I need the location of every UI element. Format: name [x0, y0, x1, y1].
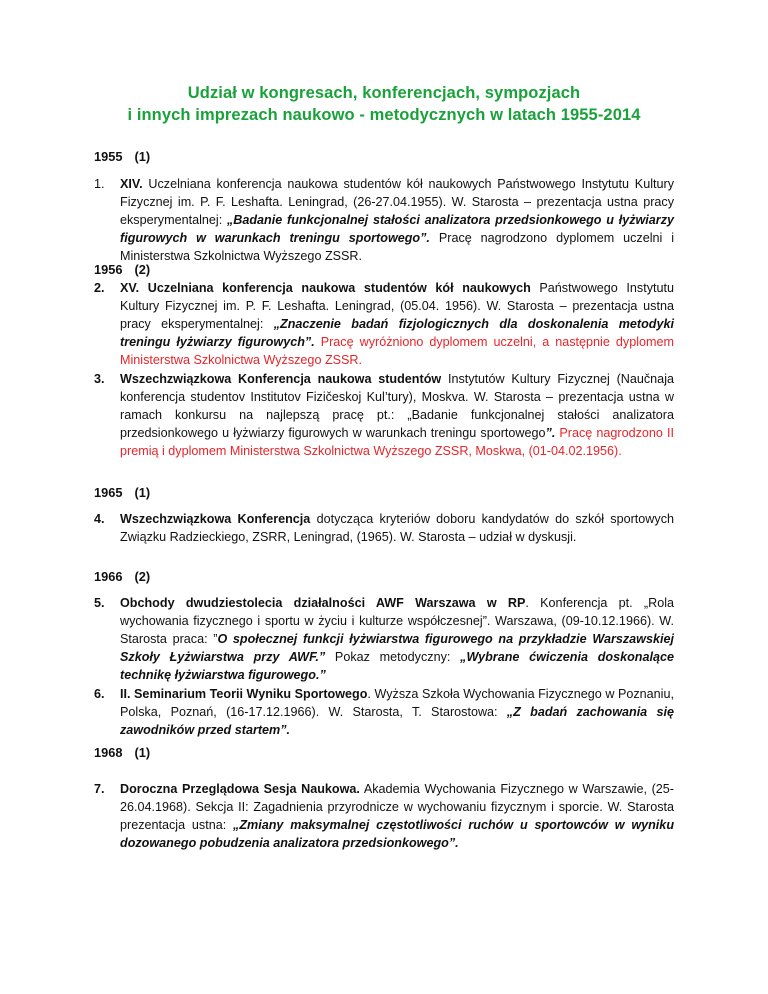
entry-body [120, 175, 674, 265]
entry-work-title: „Zmiany maksymalnej częstotliwości ruchów u sportowców w wyniku dozowanego pobudzenia analizatora przedsionkowego”. [120, 818, 675, 850]
document-title [0, 82, 768, 126]
entry-text: . Wyższa Szkoła Wychowania Fizycznego w Poznaniu, Polska, Poznań, (16-17.12.1966). W. Starosta, T. Starostowa: [120, 687, 674, 719]
year-heading-1956 [94, 261, 150, 279]
year-heading-1965 [94, 484, 150, 502]
entry-body [120, 279, 674, 369]
entry-quote-end: ”. [545, 426, 556, 440]
year-heading-1966 [94, 568, 150, 586]
year-count: (1) [134, 745, 151, 760]
entry-lead: Wszechzwiązkowa Konferencja naukowa studentów [120, 372, 442, 386]
entry-5 [94, 594, 674, 684]
entry-number: 1. [94, 177, 105, 191]
year-label: 1968 [94, 745, 123, 760]
entry-number: 4. [94, 512, 105, 526]
year-label: 1955 [94, 149, 123, 164]
entry-body [120, 594, 674, 684]
entry-text-mid: Pokaz metodyczny: [325, 650, 461, 664]
entry-4 [94, 510, 674, 546]
entry-number: 5. [94, 596, 105, 610]
entry-number: 6. [94, 687, 105, 701]
entry-text: Państwowego Instytutu Kultury Fizycznej im. P. F. Leshafta. Leningrad, (05.04. 1956). W. Starosta – prezentacja ustna pracy eksperymentalnej: [120, 281, 675, 331]
entry-text: Akademia Wychowania Fizycznego w Warszawie, (25-26.04.1968). Sekcja II: Zagadnienia przyrodnicze w wychowaniu fizycznym i sporcie. W. Starosta prezentacja ustna: [120, 782, 674, 832]
entry-lead: XV. Uczelniana konferencja naukowa studentów kół naukowych [120, 281, 531, 295]
entry-1 [94, 175, 674, 265]
entry-award: Pracę wyróżniono dyplomem uczelni, a następnie dyplomem Ministerstwa Szkolnictwa Wyższego ZSSR. [120, 335, 674, 367]
year-count: (1) [134, 149, 151, 164]
entry-6 [94, 685, 674, 739]
entry-text: . Konferencja pt. „Rola wychowania fizycznego i sportu w życiu i kulturze współczesnej”. Warszawa, (09-10.12.1966). W. Starosta praca: ” [120, 596, 675, 646]
entry-demo-title: „Wybrane ćwiczenia doskonalące technikę łyżwiarstwa figurowego.” [120, 650, 674, 682]
entry-lead: Doroczna Przeglądowa Sesja Naukowa. [120, 782, 360, 796]
entry-work-title: „Z badań zachowania się zawodników przed startem”. [120, 705, 674, 737]
title-line-2: i innych imprezach naukowo - metodycznych w latach 1955-2014 [127, 106, 641, 124]
year-count: (2) [134, 262, 151, 277]
title-line-1: Udział w kongresach, konferencjach, sympozjach [187, 84, 581, 102]
entry-3 [94, 370, 674, 460]
entry-body [120, 685, 674, 739]
entry-work-title: O społecznej funkcji łyżwiarstwa figurowego na przykładzie Warszawskiej Szkoły Łyżwiarstwa przy AWF.” [120, 632, 674, 664]
entry-body [120, 370, 674, 460]
year-heading-1968 [94, 744, 150, 762]
year-heading-1955 [94, 148, 150, 166]
entry-body [120, 510, 674, 546]
entry-7 [94, 780, 674, 852]
entry-text: Instytutów Kultury Fizycznej (Naučnaja konferencja studentov Institutov Fizičeskoj Kul’tury), Moskva. W. Starosta – prezentacja ustna w ramach konkursu na najlepszą pracę pt.: „Badanie funkcjonalnej stałości analizatora przedsionkowego u łyżwiarzy figurowych w warunkach treningu sportowego [120, 372, 674, 440]
entry-lead: II. Seminarium Teorii Wyniku Sportowego [120, 687, 368, 701]
entry-text: Uczelniana konferencja naukowa studentów kół naukowych Państwowego Instytutu Kultury Fizycznej im. P. F. Leshafta. Leningrad, (26-27.04.1955). W. Starosta – prezentacja ustna pracy eksperymentalnej: [120, 177, 674, 227]
entry-text: dotycząca kryteriów doboru kandydatów do szkół sportowych Związku Radzieckiego, ZSRR, Leningrad, (1965). W. Starosta – udział w dyskusji. [120, 512, 675, 544]
entry-lead: Wszechzwiązkowa Konferencja [120, 512, 311, 526]
entry-number: 3. [94, 372, 105, 386]
entry-award: Pracę nagrodzono II premią i dyplomem Ministerstwa Szkolnictwa Wyższego ZSSR, Moskwa, (01-04.02.1956). [120, 426, 674, 458]
year-label: 1956 [94, 262, 123, 277]
year-count: (2) [134, 569, 151, 584]
entry-number: 7. [94, 782, 105, 796]
year-label: 1965 [94, 485, 123, 500]
entry-lead: XIV. [120, 177, 143, 191]
year-label: 1966 [94, 569, 123, 584]
entry-lead: Obchody dwudziestolecia działalności AWF Warszawa w RP [120, 596, 526, 610]
entry-2 [94, 279, 674, 369]
entry-text-end: Pracę nagrodzono dyplomem uczelni i Ministerstwa Szkolnictwa Wyższego ZSSR. [120, 231, 675, 263]
entry-work-title: „Badanie funkcjonalnej stałości analizatora przedsionkowego u łyżwiarzy figurowych w warunkach treningu sportowego”. [120, 213, 675, 245]
year-count: (1) [134, 485, 151, 500]
entry-number: 2. [94, 281, 105, 295]
entry-body [120, 780, 674, 852]
entry-work-title: „Znaczenie badań fizjologicznych dla doskonalenia metodyki treningu łyżwiarzy figurowych”. [120, 317, 674, 349]
